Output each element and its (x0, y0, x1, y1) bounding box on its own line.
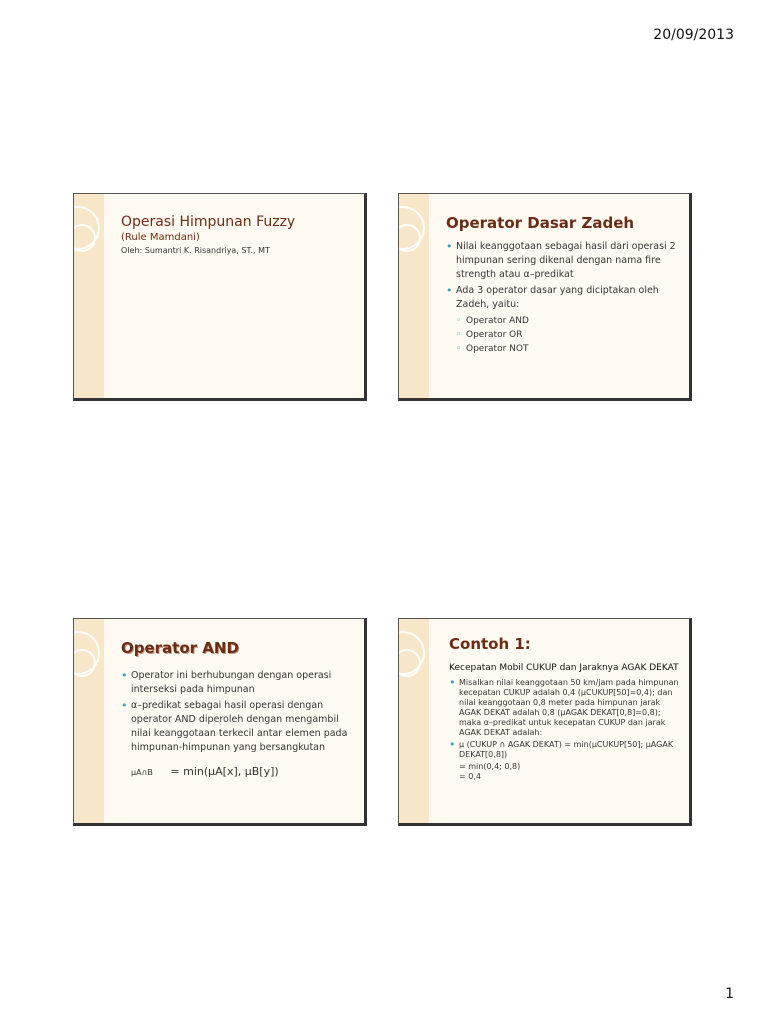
document-date: 20/09/2013 (653, 27, 734, 43)
formula (131, 765, 354, 778)
slide-operator-dasar-zadeh (398, 193, 692, 401)
slide-decoration-band (399, 619, 429, 823)
slide-title: Operator AND (121, 639, 239, 657)
slide-decoration-band (399, 194, 429, 398)
slide-title-operasi-himpunan (73, 193, 367, 401)
result-line: = 0,4 (459, 772, 481, 781)
bullet-item: • Operator ini berhubungan dengan operasi interseksi pada himpunan (121, 669, 354, 697)
slide-title: Contoh 1: (449, 635, 531, 653)
bullet-item (446, 284, 679, 356)
slide-author: Oleh: Sumantri K. Risandriya, ST., MT (121, 246, 270, 255)
bullet-text: Ada 3 operator dasar yang diciptakan oleh Zadeh, yaitu: (456, 285, 659, 310)
bullet-item: • Nilai keanggotaan sebagai hasil dari operasi 2 himpunan sering dikenal dengan nama fire strength atau α–predikat (446, 240, 679, 282)
sub-bullet-item: ◦ Operator AND (456, 314, 679, 328)
result-line: = min(0,4; 0,8) (459, 762, 521, 771)
slide-title: Operasi Himpunan Fuzzy (121, 214, 296, 230)
slide-title: Operator Dasar Zadeh (446, 214, 635, 232)
slide-decoration-band (74, 619, 104, 823)
formula-rhs: = min(μA[x], μB[y]) (170, 765, 279, 778)
sub-bullet-item: ◦ Operator OR (456, 328, 679, 342)
sub-bullet-item: ◦ Operator NOT (456, 342, 679, 356)
slide-subtitle: (Rule Mamdani) (121, 232, 200, 243)
formula-lhs: μA∩B (131, 768, 153, 777)
slide-decoration-band (74, 194, 104, 398)
slide-operator-and (73, 618, 367, 826)
example-heading: Kecepatan Mobil CUKUP dan Jaraknya AGAK DEKAT (449, 663, 679, 673)
page-number: 1 (725, 986, 734, 1002)
bullet-item: • α–predikat sebagai hasil operasi dengan operator AND diperoleh dengan mengambil nilai keanggotaan terkecil antar elemen pada himpunan-himpunan yang bersangkutan (121, 699, 354, 755)
slide-contoh-1 (398, 618, 692, 826)
bullet-item: • μ (CUKUP ∩ AGAK DEKAT) = min(μCUKUP[50]; μAGAK DEKAT[0,8]) (449, 740, 679, 760)
bullet-item: • Misalkan nilai keanggotaan 50 km/jam pada himpunan kecepatan CUKUP adalah 0,4 (μCUKUP[50]=0,4); dan nilai keanggotaan 0,8 meter pada himpunan jarak AGAK DEKAT adalah 0,8 (μAGAK DEKAT[0,8]=0,8); maka α–predikat untuk kecepatan CUKUP dan jarak AGAK DEKAT adalah: (449, 678, 679, 738)
